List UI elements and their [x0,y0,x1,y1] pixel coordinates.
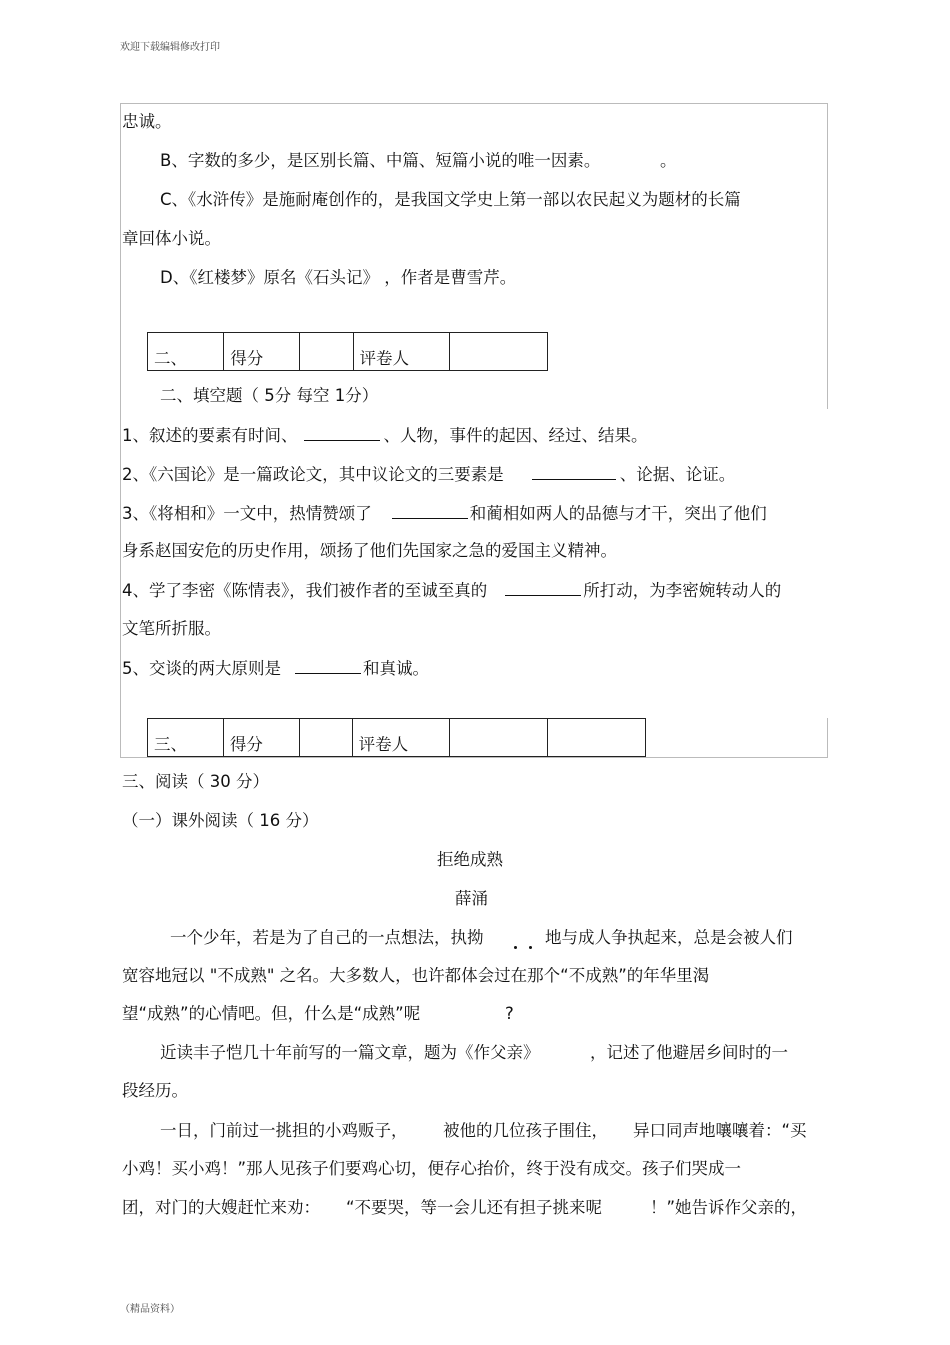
question-4-cont: 文笔所折服。 [122,619,221,638]
q2-text-a: 2、《六国论》是一篇政论文，其中议论文的三要素是 [122,465,504,484]
frame-right-border-lower [827,718,828,758]
grader-cell[interactable] [450,719,548,757]
question-5 [122,657,429,680]
frame-bottom-border [120,757,828,758]
question-4 [122,579,781,602]
section3-title: 三、阅读（ 30 分） [122,772,269,791]
footer-note: （精品资料） [120,1304,180,1315]
score-label: 得分 [229,735,263,754]
q2-text-b: 、论据、论证。 [619,465,736,484]
q4-text-b: 所打动，为李密婉转动人的 [583,581,782,600]
score-cell[interactable] [300,333,353,371]
q5-text-b: 和真诚。 [363,659,429,678]
paragraph-3-line3b: “不要哭，等一会儿还有担子挑来呢 [346,1198,603,1217]
q3-blank[interactable] [392,502,468,519]
paragraph-1-line1a: 一个少年，若是为了自己的一点想法，执拗 [170,928,484,947]
paragraph-3-line2: 小鸡！买小鸡！”那人见孩子们要鸡心切，便存心抬价，终于没有成交。孩子们哭成一 [122,1159,742,1178]
paragraph-1-line1b: 地与成人争执起来，总是会被人们 [545,928,793,947]
article-author: 薛涌 [455,889,488,908]
paragraph-2-line2: 段经历。 [122,1081,188,1100]
paragraph-3-line3a: 团，对门的大嫂赶忙来劝： [122,1198,320,1217]
grader-cell[interactable] [449,333,547,371]
score-table-num: 二、 [154,349,187,368]
option-c-line1: C、《水浒传》是施耐庵创作的，是我国文学史上第一部以农民起义为题材的长篇 [160,190,741,209]
option-d: D、《红楼梦》原名《石头记》 ，作者是曹雪芹。 [160,268,517,287]
emphasis-dot [529,946,532,949]
paragraph-1-line2: 宽容地冠以 "不成熟" 之名。大多数人，也许都体会过在那个“不成熟”的年华里渴 [122,966,710,985]
question-3 [122,502,767,525]
question-3-cont: 身系赵国安危的历史作用，颂扬了他们先国家之急的爱国主义精神。 [122,541,617,560]
paragraph-3-line1c: 异口同声地嚷嚷着：“买 [633,1121,807,1140]
score-cell[interactable] [299,719,352,757]
q5-blank[interactable] [295,657,361,674]
emphasis-dot [514,946,517,949]
paragraph-1-line3: 望“成熟”的心情吧。但，什么是“成熟”呢 [122,1004,421,1023]
paragraph-3-line3c: ！”她告诉作父亲的， [650,1198,808,1217]
q3-text-a: 3、《将相和》一文中，热情赞颂了 [122,504,372,523]
option-c-line2: 章回体小说。 [122,229,221,248]
grader-label: 评卷人 [359,349,409,368]
score-table-section2 [147,332,548,371]
paragraph-2-line1b: ，记述了他避居乡间时的一 [590,1043,788,1062]
q1-text-a: 1、叙述的要素有时间、 [122,426,298,445]
score-label: 得分 [230,349,264,368]
q4-text-a: 4、学了李密《陈情表》，我们被作者的至诚至真的 [122,581,488,600]
score-table-num: 三、 [154,735,187,754]
grader-label: 评卷人 [358,735,409,754]
q3-text-b: 和蔺相如两人的品德与才干，突出了他们 [469,504,767,523]
paragraph-3-line1b: 被他的几位孩子围住， [443,1121,608,1140]
q5-text-a: 5、交谈的两大原则是 [122,659,281,678]
paragraph-3-line1a: 一日，门前过一挑担的小鸡贩子， [160,1121,408,1140]
section2-title: 二、填空题（ 5分 每空 1分） [160,386,379,405]
q4-blank[interactable] [505,579,581,596]
article-title: 拒绝成熟 [437,850,503,869]
q1-blank[interactable] [304,424,380,441]
paragraph-2-line1a: 近读丰子恺几十年前写的一篇文章，题为《作父亲》 [160,1043,540,1062]
option-b-end: 。 [660,151,677,170]
frame-right-border-upper [827,103,828,409]
paragraph-1-question-mark: ? [505,1004,514,1023]
q1-text-b: 、人物，事件的起因、经过、结果。 [383,426,648,445]
question-2 [122,463,735,486]
section3-subtitle: （一）课外阅读（ 16 分） [122,811,319,830]
header-note: 欢迎下载编辑修改打印 [120,42,220,53]
score-table-section3 [147,718,646,757]
option-b: B、字数的多少，是区别长篇、中篇、短篇小说的唯一因素。 [160,151,601,170]
q2-blank[interactable] [532,463,616,480]
text-line: 忠诚。 [122,112,172,131]
frame-top-border [120,103,828,104]
question-1 [122,424,648,447]
frame-left-border [120,103,121,758]
grader-cell-extra[interactable] [548,719,646,757]
